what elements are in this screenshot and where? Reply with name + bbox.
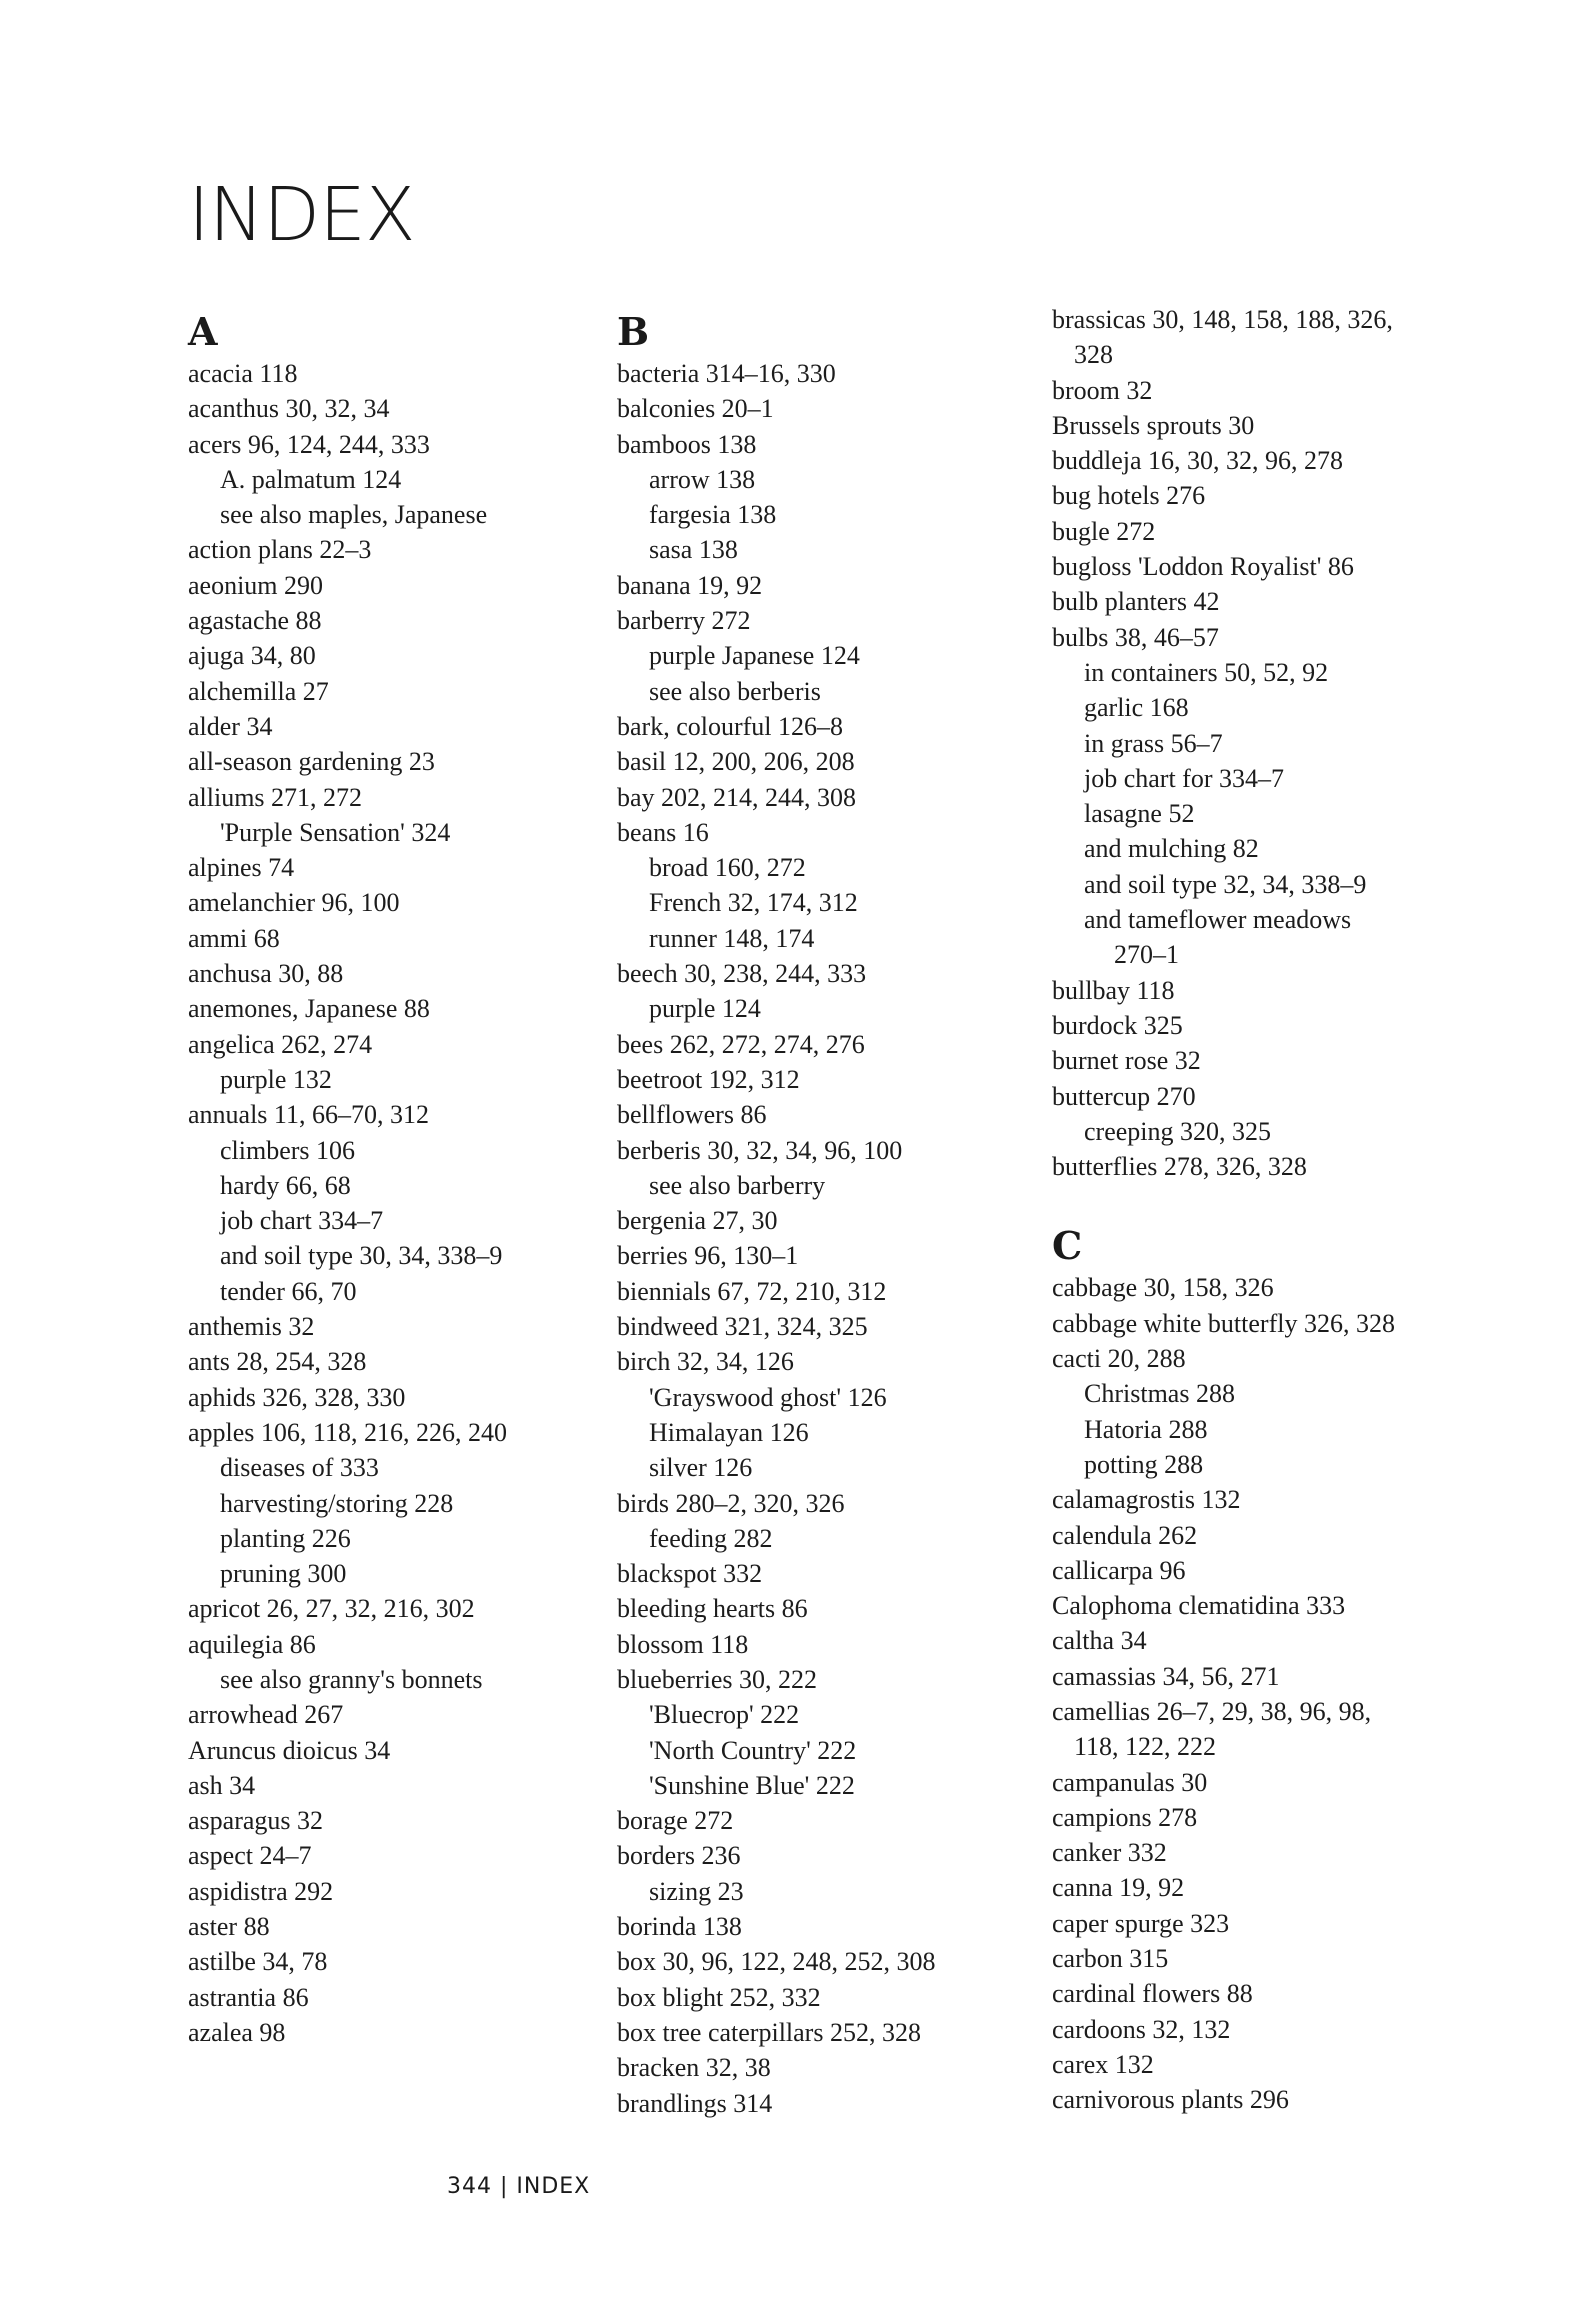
index-subentry: Christmas 288	[1084, 1379, 1235, 1409]
index-entry: buttercup 270	[1052, 1081, 1196, 1111]
index-subentry: 'Bluecrop' 222	[649, 1700, 800, 1730]
index-entry: berberis 30, 32, 34, 96, 100	[617, 1135, 903, 1165]
index-entry: alpines 74	[188, 853, 295, 883]
index-subentry: job chart for 334–7	[1084, 763, 1285, 793]
index-entry: acacia 118	[188, 359, 298, 388]
index-subentry: diseases of 333	[220, 1453, 379, 1483]
index-entry: aquilegia 86	[188, 1629, 316, 1659]
index-entry: bamboos 138	[617, 429, 757, 459]
index-subentry: fargesia 138	[649, 500, 777, 530]
index-entry: callicarpa 96	[1052, 1555, 1186, 1585]
index-subentry: purple 124	[649, 994, 761, 1024]
index-entry: canna 19, 92	[1052, 1873, 1185, 1903]
index-entry: bay 202, 214, 244, 308	[617, 782, 857, 812]
index-subentry: Himalayan 126	[649, 1417, 809, 1447]
index-entry: borinda 138	[617, 1912, 742, 1942]
index-entry: butterflies 278, 326, 328	[1052, 1152, 1307, 1182]
index-entry: box 30, 96, 122, 248, 252, 308	[617, 1947, 936, 1977]
index-subentry: feeding 282	[649, 1523, 773, 1553]
index-entry: Aruncus dioicus 34	[188, 1735, 391, 1765]
index-subentry: purple Japanese 124	[649, 641, 860, 671]
index-entry: all-season gardening 23	[188, 747, 435, 777]
index-entry-continuation: 328	[1074, 340, 1113, 370]
index-entry: aster 88	[188, 1912, 270, 1942]
index-entry: calamagrostis 132	[1052, 1485, 1241, 1515]
index-entry: ants 28, 254, 328	[188, 1347, 367, 1377]
index-entry: arrowhead 267	[188, 1700, 344, 1730]
index-entry: caltha 34	[1052, 1626, 1147, 1656]
index-entry: bergenia 27, 30	[617, 1206, 778, 1236]
index-entry: astrantia 86	[188, 1982, 309, 2012]
index-subentry: 'Sunshine Blue' 222	[649, 1770, 855, 1800]
index-subentry: in containers 50, 52, 92	[1084, 657, 1329, 687]
index-subentry: see also maples, Japanese	[220, 500, 488, 530]
index-subentry: 'Purple Sensation' 324	[220, 817, 451, 847]
index-entry: bacteria 314–16, 330	[617, 359, 836, 388]
index-subentry: 'Grayswood ghost' 126	[649, 1382, 887, 1412]
index-entry: cardinal flowers 88	[1052, 1979, 1253, 2009]
index-subentry: hardy 66, 68	[220, 1170, 351, 1200]
index-subentry: pruning 300	[220, 1559, 347, 1589]
index-entry: burnet rose 32	[1052, 1046, 1201, 1076]
index-entry: alliums 271, 272	[188, 782, 363, 812]
index-subentry: and soil type 30, 34, 338–9	[220, 1241, 503, 1271]
index-entry: astilbe 34, 78	[188, 1947, 328, 1977]
index-subentry: Hatoria 288	[1084, 1414, 1208, 1444]
index-subentry: creeping 320, 325	[1084, 1116, 1272, 1146]
index-entry: bracken 32, 38	[617, 2053, 771, 2083]
section-letter-c: C	[1052, 1223, 1083, 1269]
index-entry: aspect 24–7	[188, 1841, 312, 1871]
index-entry: ajuga 34, 80	[188, 641, 316, 671]
index-subentry: tender 66, 70	[220, 1276, 357, 1306]
index-entry: bugle 272	[1052, 516, 1156, 546]
index-entry: bug hotels 276	[1052, 481, 1206, 511]
index-entry: carbon 315	[1052, 1944, 1169, 1974]
index-subentry: see also granny's bonnets	[220, 1664, 483, 1694]
index-subentry: and soil type 32, 34, 338–9	[1084, 869, 1367, 899]
index-entry: carnivorous plants 296	[1052, 2085, 1289, 2115]
index-entry: cacti 20, 288	[1052, 1344, 1186, 1374]
page-title: INDEX	[188, 172, 415, 258]
index-entry: carex 132	[1052, 2049, 1154, 2079]
index-entry: brandlings 314	[617, 2088, 773, 2118]
index-subentry: French 32, 174, 312	[649, 888, 858, 918]
page-footer: 344 | INDEX	[447, 2174, 591, 2199]
index-entry: agastache 88	[188, 606, 322, 636]
index-entry: azalea 98	[188, 2017, 286, 2047]
index-entry: aspidistra 292	[188, 1876, 334, 1906]
index-entry: camellias 26–7, 29, 38, 96, 98,	[1052, 1696, 1372, 1726]
index-entry: blackspot 332	[617, 1559, 763, 1589]
index-entry: beetroot 192, 312	[617, 1064, 800, 1094]
index-subentry: broad 160, 272	[649, 853, 806, 883]
section-letter-a: A	[188, 309, 218, 354]
index-entry: bugloss 'Loddon Royalist' 86	[1052, 552, 1354, 582]
index-entry: bulb planters 42	[1052, 587, 1220, 617]
section-spacer	[1052, 1184, 1472, 1224]
index-subentry: garlic 168	[1084, 693, 1189, 723]
index-entry: aphids 326, 328, 330	[188, 1382, 406, 1412]
index-entry: alchemilla 27	[188, 676, 329, 706]
index-entry: campions 278	[1052, 1802, 1198, 1832]
index-entry: birds 280–2, 320, 326	[617, 1488, 845, 1518]
index-entry: aeonium 290	[188, 570, 324, 600]
index-subentry: lasagne 52	[1084, 799, 1195, 829]
index-entry: anemones, Japanese 88	[188, 994, 430, 1024]
index-subentry: sizing 23	[649, 1876, 744, 1906]
index-subentry: 'North Country' 222	[649, 1735, 857, 1765]
index-entry-continuation: 270–1	[1114, 940, 1179, 970]
index-entry: caper spurge 323	[1052, 1908, 1230, 1938]
index-entry: birch 32, 34, 126	[617, 1347, 794, 1377]
index-entry: campanulas 30	[1052, 1767, 1208, 1797]
index-subentry: runner 148, 174	[649, 923, 815, 953]
index-entry: bellflowers 86	[617, 1100, 767, 1130]
index-entry: beans 16	[617, 817, 709, 847]
index-entry: asparagus 32	[188, 1806, 324, 1836]
index-entry: anthemis 32	[188, 1312, 315, 1342]
index-entry: buddleja 16, 30, 32, 96, 278	[1052, 446, 1344, 476]
index-entry: burdock 325	[1052, 1010, 1183, 1040]
index-entry: acers 96, 124, 244, 333	[188, 429, 430, 459]
index-entry: banana 19, 92	[617, 570, 763, 600]
index-column-b	[617, 310, 1037, 2121]
index-subentry: arrow 138	[649, 464, 756, 494]
index-entry: bark, colourful 126–8	[617, 711, 844, 741]
index-entry: acanthus 30, 32, 34	[188, 394, 390, 424]
index-entry: camassias 34, 56, 271	[1052, 1661, 1280, 1691]
index-entry: box tree caterpillars 252, 328	[617, 2017, 921, 2047]
index-entry: anchusa 30, 88	[188, 959, 344, 989]
index-entry: barberry 272	[617, 606, 751, 636]
index-entry: amelanchier 96, 100	[188, 888, 400, 918]
index-subentry: see also berberis	[649, 676, 821, 706]
index-subentry: and mulching 82	[1084, 834, 1259, 864]
index-entry: calendula 262	[1052, 1520, 1198, 1550]
index-entry: bindweed 321, 324, 325	[617, 1312, 868, 1342]
index-entry: Brussels sprouts 30	[1052, 410, 1255, 440]
index-entry: alder 34	[188, 711, 273, 741]
index-entry: cardoons 32, 132	[1052, 2014, 1231, 2044]
index-entry: box blight 252, 332	[617, 1982, 821, 2012]
index-entry: apples 106, 118, 216, 226, 240	[188, 1417, 507, 1447]
index-entry: angelica 262, 274	[188, 1029, 373, 1059]
index-entry: annuals 11, 66–70, 312	[188, 1100, 429, 1130]
index-entry: apricot 26, 27, 32, 216, 302	[188, 1594, 475, 1624]
index-entry: ammi 68	[188, 923, 280, 953]
index-entry: bullbay 118	[1052, 975, 1175, 1005]
index-entry: bulbs 38, 46–57	[1052, 622, 1219, 652]
index-entry: blueberries 30, 222	[617, 1664, 818, 1694]
index-subentry: see also barberry	[649, 1170, 826, 1200]
index-subentry: purple 132	[220, 1064, 332, 1094]
index-subentry: climbers 106	[220, 1135, 356, 1165]
index-subentry: and tameflower meadows	[1084, 905, 1352, 935]
index-entry: biennials 67, 72, 210, 312	[617, 1276, 887, 1306]
index-entry: Calophoma clematidina 333	[1052, 1591, 1346, 1621]
index-entry: cabbage white butterfly 326, 328	[1052, 1308, 1395, 1338]
index-entry: berries 96, 130–1	[617, 1241, 799, 1271]
section-letter-b: B	[617, 309, 650, 354]
index-entry: ash 34	[188, 1770, 256, 1800]
index-subentry: harvesting/storing 228	[220, 1488, 454, 1518]
index-entry: action plans 22–3	[188, 535, 372, 565]
index-subentry: planting 226	[220, 1523, 351, 1553]
index-entry: brassicas 30, 148, 158, 188, 326,	[1052, 305, 1393, 334]
index-column-c	[1052, 302, 1472, 2118]
index-entry: canker 332	[1052, 1838, 1167, 1868]
index-subentry: silver 126	[649, 1453, 753, 1483]
index-entry: balconies 20–1	[617, 394, 774, 424]
index-entry: broom 32	[1052, 375, 1153, 405]
index-subentry: in grass 56–7	[1084, 728, 1223, 758]
index-entry-continuation: 118, 122, 222	[1074, 1732, 1217, 1762]
index-column-a	[188, 310, 608, 2050]
index-entry: borage 272	[617, 1806, 734, 1836]
index-entry: bleeding hearts 86	[617, 1594, 808, 1624]
index-entry: bees 262, 272, 274, 276	[617, 1029, 865, 1059]
index-entry: blossom 118	[617, 1629, 749, 1659]
index-subentry: A. palmatum 124	[220, 464, 402, 494]
index-subentry: potting 288	[1084, 1449, 1204, 1479]
index-entry: cabbage 30, 158, 326	[1052, 1273, 1274, 1303]
index-entry: borders 236	[617, 1841, 741, 1871]
index-entry: beech 30, 238, 244, 333	[617, 959, 867, 989]
index-subentry: sasa 138	[649, 535, 738, 565]
index-entry: basil 12, 200, 206, 208	[617, 747, 855, 777]
index-subentry: job chart 334–7	[220, 1206, 384, 1236]
